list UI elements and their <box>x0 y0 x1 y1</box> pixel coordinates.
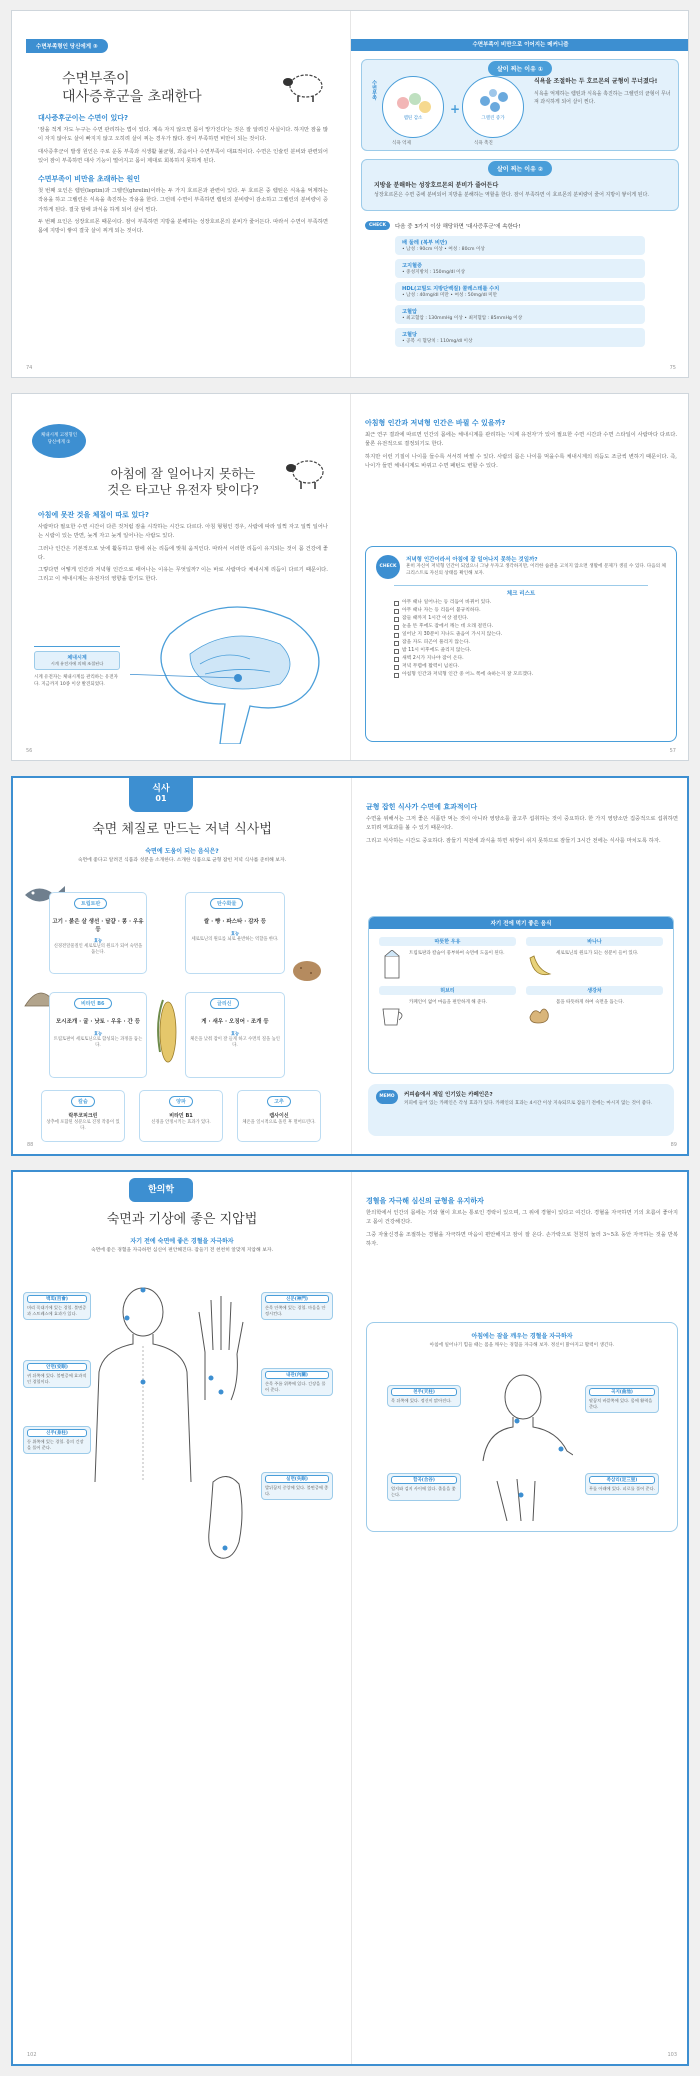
page-number: 102 <box>27 2052 37 2058</box>
body-back-illustration <box>93 1282 193 1492</box>
small-card: 양파 비타민 B1 신경을 안정시키는 효과가 있다. <box>139 1090 223 1142</box>
pressure-point-joksamri: 족삼리(足三里) 무릎 아래에 있다. 피로를 풀어 준다. <box>585 1473 659 1495</box>
pressure-point-silmyeon: 실면(失眠) 발뒤꿈치 중앙에 있다. 불면증에 좋다. <box>261 1472 333 1500</box>
page-74 <box>12 11 351 377</box>
checklist-item[interactable]: 일어난 지 30분이 지나도 졸음이 가시지 않는다. <box>394 632 648 639</box>
reason-1-text: 식욕을 조절하는 두 호르몬의 균형이 무너졌다! 식욕을 억제하는 렙틴과 식욕을 촉진하는 그렐린의 균형이 무너져 과식하게 되어 살이 찐다. <box>534 78 671 105</box>
page-75 <box>351 11 689 377</box>
brain-illustration <box>130 594 340 744</box>
foot-sole-illustration <box>199 1472 253 1562</box>
check-badge: CHECK <box>376 555 400 579</box>
pressure-point-cheonju: 천주(天柱) 목 뒤쪽에 있다. 정신이 맑아진다. <box>387 1385 461 1407</box>
small-card: 칼슘 락투코피크린 상추에 포함된 성분으로 진정 작용이 있다. <box>41 1090 125 1142</box>
milk-icon <box>379 950 405 980</box>
page-title: 숙면과 기상에 좋은 지압법 <box>106 1212 258 1227</box>
body-text: 아침에 못잔 것을 체질이 따로 있다? 사람마다 필요한 수면 시간이 다른 것처럼 잠을 시작하는 시간도 다르다. 아침 형형인 경우, 사람에 따라 일찍 자고 일찍 일어나는 시람이 있는 반면, 늦게 자고 늦게 일어나는 사람도 있다. 그러나 인간은 기본적으로 낮에 활동하고 밤에 쉬는 리듬에 맞춰 움직인다. 따라서 이러한 리듬이 유지되는 것이 몸 건강에 좋다. 그렇다면 어떻게 인간과 저녁형 인간으로 태어나는 이유는 무엇일까? 이는 바로 사람마다 체내시계 리듬이 다르기 때문이다. 그리고 이 체내시계는 유전자의 영향을 받기도 한다. <box>38 511 328 583</box>
criteria-item: 고지혈증 • 중성지방치 : 150mg/dl 이상 <box>395 259 645 278</box>
spread-metabolic <box>11 10 689 378</box>
pressure-point-naegwan: 내관(內關) 손목 주름 위쪽에 있다. 긴장을 풀어 준다. <box>261 1368 333 1396</box>
tip-item: 따뜻한 우유 트립토판과 칼슘이 풍부하여 숙면에 도움이 된다. <box>379 937 516 980</box>
pressure-point-hapgok: 합곡(合谷) 엄지와 검지 사이에 있다. 졸음을 쫓는다. <box>387 1473 461 1501</box>
small-card: 고추 캡사이신 체온을 일시적으로 올린 후 떨어뜨린다. <box>237 1090 321 1142</box>
spread-dinner <box>11 776 689 1156</box>
page-title: 아침에 잘 일어나지 못하는 것은 타고난 유전자 탓이다? <box>107 466 259 497</box>
diagram-banner: 수면부족이 비만으로 이어지는 메커니즘 <box>351 39 689 51</box>
checkbox[interactable] <box>394 673 399 678</box>
potato-icon <box>289 958 325 984</box>
criteria-item: 고혈압 • 최고혈압 : 130mmHg 이상 • 최저혈압 : 85mmHg 이상 <box>395 305 645 324</box>
food-card-b6: 비타민 B6 모시조개 · 굴 · 낫토 · 우유 · 간 등 효능 트립토판이 세로토닌으로 합성되는 과정을 돕는다. <box>49 992 147 1078</box>
criteria-item: 고혈당 • 공복 시 혈당치 : 110mg/dl 이상 <box>395 328 645 347</box>
intro: 숙면에 도움이 되는 음식은? 숙면에 좋다고 알려진 식품과 성분을 소개한다. 소개한 식품으로 균형 잡힌 저녁 식사를 준비해 보자. <box>77 848 287 863</box>
checkbox[interactable] <box>394 641 399 646</box>
checklist-item[interactable]: 잠들 때까지 1시간 이상 걸린다. <box>394 616 648 623</box>
checklist-item[interactable]: 눈을 뜬 후에도 잠에서 깨는 데 오래 걸린다. <box>394 624 648 631</box>
page-number: 103 <box>667 2052 677 2058</box>
page-56 <box>12 394 351 760</box>
section-tab: 한의학 <box>129 1178 193 1202</box>
checkbox[interactable] <box>394 625 399 630</box>
checklist-item[interactable]: 새벽 2시가 지나야 잠이 온다. <box>394 656 648 663</box>
pressure-point-sinju: 신주(身柱) 등 위쪽에 있는 경혈. 몸의 긴장을 풀어 준다. <box>23 1426 91 1454</box>
section-tab: 체내시계 고정형인 당신에게 ① <box>32 424 86 458</box>
food-card-glycine: 글리신 게 · 새우 · 오징어 · 조개 등 효능 체온을 낮춰 잠이 잘 들게 하고 수면의 질을 높인다. <box>185 992 285 1078</box>
pressure-point-baekhoe: 백회(百會) 머리 꼭대기에 있는 경혈. 불면증과 스트레스에 효과가 있다. <box>23 1292 91 1320</box>
corn-icon <box>153 992 183 1072</box>
page-number: 75 <box>669 365 676 371</box>
reason-1-pill: 살이 찌는 이유 ① <box>488 61 552 76</box>
checkbox[interactable] <box>394 617 399 622</box>
page-title: 수면부족이 대사증후군을 초래한다 <box>62 71 202 105</box>
tip-item: 생강차 몸을 따뜻하게 하여 숙면을 돕는다. <box>526 986 663 1029</box>
neck-arm-illustration <box>477 1371 573 1521</box>
pressure-point-anmyeon: 안면(安眠) 귀 뒤쪽에 있다. 불면증에 효과적인 경혈이다. <box>23 1360 91 1388</box>
page-title: 숙면 체질로 만드는 저녁 식사법 <box>92 822 272 837</box>
food-card-tryptophan: 트립토판 고기 · 붉은 살 생선 · 달걀 · 콩 · 우유 등 효능 신경전달물질인 세로토닌의 원료가 되어 숙면을 돕는다. <box>49 892 147 974</box>
plus-icon: + <box>450 102 461 116</box>
memo-badge: MEMO <box>376 1090 398 1104</box>
section-tab: 수면부족형인 당신에게 ③ <box>26 39 108 53</box>
spread-chronotype <box>11 393 689 761</box>
reason-2-pill: 살이 찌는 이유 ② <box>488 161 552 176</box>
memo-box: MEMO 커피숍에서 제일 인기있는 카페인은? 커피에 들어 있는 카페인은 각성 효과가 있다. 카페인의 효과는 4시간 이상 지속되므로 잠들기 전에는 마시지 않는 것이 좋다. <box>368 1084 674 1136</box>
tip-item: 허브티 카페인이 없어 마음을 편안하게 해 준다. <box>379 986 516 1029</box>
page-102 <box>13 1172 352 2064</box>
ginger-icon <box>526 999 552 1029</box>
checklist-item[interactable]: 저녁 무렵에 활력이 넘친다. <box>394 664 648 671</box>
food-card-carbohydrate: 탄수화물 쌀 · 빵 · 파스타 · 감자 등 효능 세로토닌의 원료를 뇌로 운반하는 역할을 한다. <box>185 892 285 974</box>
body-text: 균형 잡힌 식사가 수면에 효과적이다 수면을 위해서는 그저 좋은 식품만 먹는 것이 아니라 영양소를 골고루 섭취하는 것이 중요하다. 한 가지 영양소만 집중적으로 섭취하면 오히려 역효과를 볼 수 있기 때문이다. 그리고 식사하는 시간도 중요하다. 잠들기 직전에 과식을 하면 위장이 쉬지 못하므로 잠들기 3시간 전에는 식사를 마치도록 하자. <box>366 803 678 844</box>
page-number: 57 <box>669 748 676 754</box>
checkbox[interactable] <box>394 609 399 614</box>
page-number: 74 <box>26 365 33 371</box>
body-text: 대사증후군이는 수면이 있다? '잠을 적게 자도 누구는 수면 관리하는 법이 있다. 계속 자지 않으면 몸이 망가진다'는 것은 잘 알려진 사실이다. 하지만 잠을 많이 자지 않아도 살이 빠지지 않고 오히려 살이 찌는 경우가 많다. 잠이 부족하면 비만이 되는 것이다. 대사증후군이 발생 원인은 주로 운동 부족과 식생활 불균형, 과음이나 수면부족이 대표적이다. 수면은 인슐린 분비와 관련되어 있어 잠이 부족하면 대사 기능이 떨어지고 몸이 제대로 회복하지 못하게 된다. 수면부족이 비만을 초래하는 원인 첫 번째 요인은 렙틴(leptin)과 그렐린(ghrelin)이라는 두 가지 호르몬과 관련이 있다. 두 호르몬 중 렙틴은 식욕을 억제하는 작용을 하고 그렐린은 식욕을 촉진하는 작용을 한다. 그런데 수면이 부족하면 렙틴의 분비량이 감소하고 그렐린의 분비량이 증가하게 된다. 결국 밤에 과식을 하게 되어 살이 찐다. 두 번째 요인은 성장호르몬 때문이다. 잠이 부족하면 지방을 분해하는 성장호르몬의 분비가 줄어든다. 따라서 수면이 부족하면 몸에 지방이 쌓여 결국 살이 찌게 되는 것이다. <box>38 114 328 235</box>
sheep-icon <box>280 69 328 103</box>
page-89 <box>352 778 689 1154</box>
spread-acupressure <box>11 1170 689 2066</box>
checklist-item[interactable]: 아무 때나 일어나는 등 리듬이 바뀌어 있다. <box>394 600 648 607</box>
checkbox[interactable] <box>394 649 399 654</box>
checkbox[interactable] <box>394 601 399 606</box>
page-57 <box>351 394 689 760</box>
checklist-item[interactable]: 잠을 자도 피곤이 풀리지 않는다. <box>394 640 648 647</box>
tips-box: 자기 전에 먹기 좋은 음식 따뜻한 우유 트립토판과 칼슘이 풍부하여 숙면에 도움이 된다. 바나나 세로토닌의 원료가 되는 성분이 들어 있다. 허브티 카페인이 없어 마음을 편안하게 해 준다. 생강차 몸을 따뜻하게 하여 숙면을 돕는다. <box>368 916 674 1074</box>
criteria-item: HDL(고밀도 지방단백질) 콜레스테롤 수치 • 남성 : 40mg/dl 미만 • 여성 : 50mg/dl 미만 <box>395 282 645 301</box>
body-text: 아침형 인간과 저녁형 인간은 바뀔 수 있을까? 최근 연구 결과에 따르면 인간의 몸에는 체내시계를 관리하는 '시계 유전자'가 있어 필요한 수면 시간과 수면 스타일이 사람마다 다르다. 물론 유전적으로 결정되기도 한다. 하지만 이런 기질이 나이를 들수록 서서히 바뀔 수 있다. 사람의 몸은 나이를 먹을수록 체내시계의 리듬도 조금씩 변하기 때문이다. 즉, 나이가 들면 체내시계도 바뀌고 수면 패턴도 변할 수 있다. <box>365 419 677 469</box>
checklist-item[interactable]: 아무 때나 자는 등 리듬이 불규칙하다. <box>394 608 648 615</box>
reason-1-box: 살이 찌는 이유 ① 수면부족 렙틴 감소 식욕 억제 + 그렐린 증가 식욕 촉진 식욕을 조절하는 두 호르몬의 균형이 무너졌다! 식욕을 억제하는 렙틴과 식욕을 촉진하는 그렐린의 균형이 무너져 과식하게 되어 살이 찐다. <box>361 59 679 151</box>
check-badge: CHECK <box>365 221 390 230</box>
pressure-point-gokji: 곡지(曲池) 팔꿈치 바깥쪽에 있다. 몸에 활력을 준다. <box>585 1385 659 1413</box>
check-section: CHECK 다음 중 3가지 이상 해당하면 '대사증후군'에 속한다! 배 둘레 (복부 비만) • 남성 : 90cm 이상 • 여성 : 80cm 이상 고지혈증 • 중성지방치 : 150mg/dl 이상 HDL(고밀도 지방단백질) 콜레스테롤 수치 • 남성 : 40mg/dl 미만 • 여성 : 50mg/dl 미만 고혈압 • 최고혈압 : 130mmHg 이상 • 최저혈압 : 85mmHg 이상 고혈당 • 공복 시 혈당치 : 110mg/dl 이상 <box>365 221 675 347</box>
pressure-point-sinmun: 신문(神門) 손목 안쪽에 있는 경혈. 마음을 안정시킨다. <box>261 1292 333 1320</box>
checklist-item[interactable]: 아침형 인간과 저녁형 인간 중 어느 쪽에 속하는지 잘 모르겠다. <box>394 672 648 679</box>
tea-cup-icon <box>379 999 405 1029</box>
banana-icon <box>526 950 552 980</box>
hand-illustration <box>191 1292 251 1402</box>
morning-points-box: 아침에는 잠을 깨우는 경혈을 자극하자 아침에 일어나기 힘들 때는 몸을 깨우는 경혈을 자극해 보자. 정신이 맑아지고 활력이 생긴다. 천주(天柱) 목 뒤쪽에 있다. 정신이 맑아진다. 곡지(曲池) 팔꿈치 바깥쪽에 있다. 몸에 활력을 준다. 합곡(合谷) 엄지와 검지 사이에 있다. 졸음을 쫓는다. 족삼리(足三里) 무릎 아래에 있다. 피로를 풀어 준다. <box>366 1322 678 1532</box>
intro: 자기 전에 숙면에 좋은 경혈을 자극하자 숙면에 좋은 경혈을 자극하면 심신이 편안해진다. 잠들기 전 천천히 알맞게 지압해 보자. <box>90 1238 273 1253</box>
checkbox[interactable] <box>394 665 399 670</box>
body-text: 경혈을 자극해 심신의 균형을 유지하자 한의학에서 인간의 몸에는 기와 혈이 흐르는 통로인 경락이 있으며, 그 위에 경혈이 있다고 여긴다. 경혈을 자극하면 기의 흐름이 좋아지고 몸이 건강해진다. 그중 자율신경을 조절하는 경혈을 자극하면 마음이 편안해지고 잠이 잘 온다. 손가락으로 천천히 눌러 3~5초 동안 자극하는 것을 반복하자. <box>366 1197 678 1247</box>
criteria-item: 배 둘레 (복부 비만) • 남성 : 90cm 이상 • 여성 : 80cm 이상 <box>395 236 645 255</box>
page-number: 56 <box>26 748 33 754</box>
page-number: 89 <box>670 1142 677 1148</box>
checklist-box: CHECK 저녁형 인간이라서 아침에 잘 일어나지 못하는 것일까? 흔히 자신이 저녁형 인간이 되었으니 그냥 두자고 생각하지만, 이러한 습관을 고치지 않으면 생활에 문제가 생길 수 있다. 다음의 체크리스트로 자신의 상태를 확인해 보자. 체크 리스트 아무 때나 일어나는 등 리듬이 바뀌어 있다. 아무 때나 자는 등 리듬이 불규칙하다. 잠들 때까지 1시간 이상 걸린다. 눈을 뜬 후에도 잠에서 깨는 데 오래 걸린다. 일어난 지 30분이 지나도 졸음이 가시지 않는다. 잠을 자도 피곤이 풀리지 않는다. 밤 11시 이후에도 졸리지 않는다. 새벽 2시가 지나야 잠이 온다. 저녁 무렵에 활력이 넘친다. 아침형 인간과 저녁형 인간 중 어느 쪽에 속하는지 잘 모르겠다. <box>365 546 677 742</box>
reason-2-box: 살이 찌는 이유 ② 지방을 분해하는 성장호르몬의 분비가 줄어든다 성장호르몬은 수면 중에 분비되어 지방을 분해하는 역할을 한다. 잠이 부족하면 이 호르몬의 분비량이 줄어 지방이 쌓이게 된다. <box>361 159 679 211</box>
tip-item: 바나나 세로토닌의 원료가 되는 성분이 들어 있다. <box>526 937 663 980</box>
ghrelin-circle: 그렐린 증가 <box>462 76 524 138</box>
page-number: 88 <box>27 1142 34 1148</box>
section-tab: 식사 01 <box>129 778 193 812</box>
page-103 <box>352 1172 689 2064</box>
checkbox[interactable] <box>394 633 399 638</box>
body-clock-label: 체내시계 시계 유전자에 의해 조절된다 시계 유전자는 체내시계를 관리하는 유전자다. 지금까지 10종 이상 발견되었다. <box>34 646 120 688</box>
leptin-circle: 렙틴 감소 <box>382 76 444 138</box>
checkbox[interactable] <box>394 657 399 662</box>
page-88 <box>13 778 352 1154</box>
checklist-item[interactable]: 밤 11시 이후에도 졸리지 않는다. <box>394 648 648 655</box>
sheep-icon <box>284 456 330 490</box>
